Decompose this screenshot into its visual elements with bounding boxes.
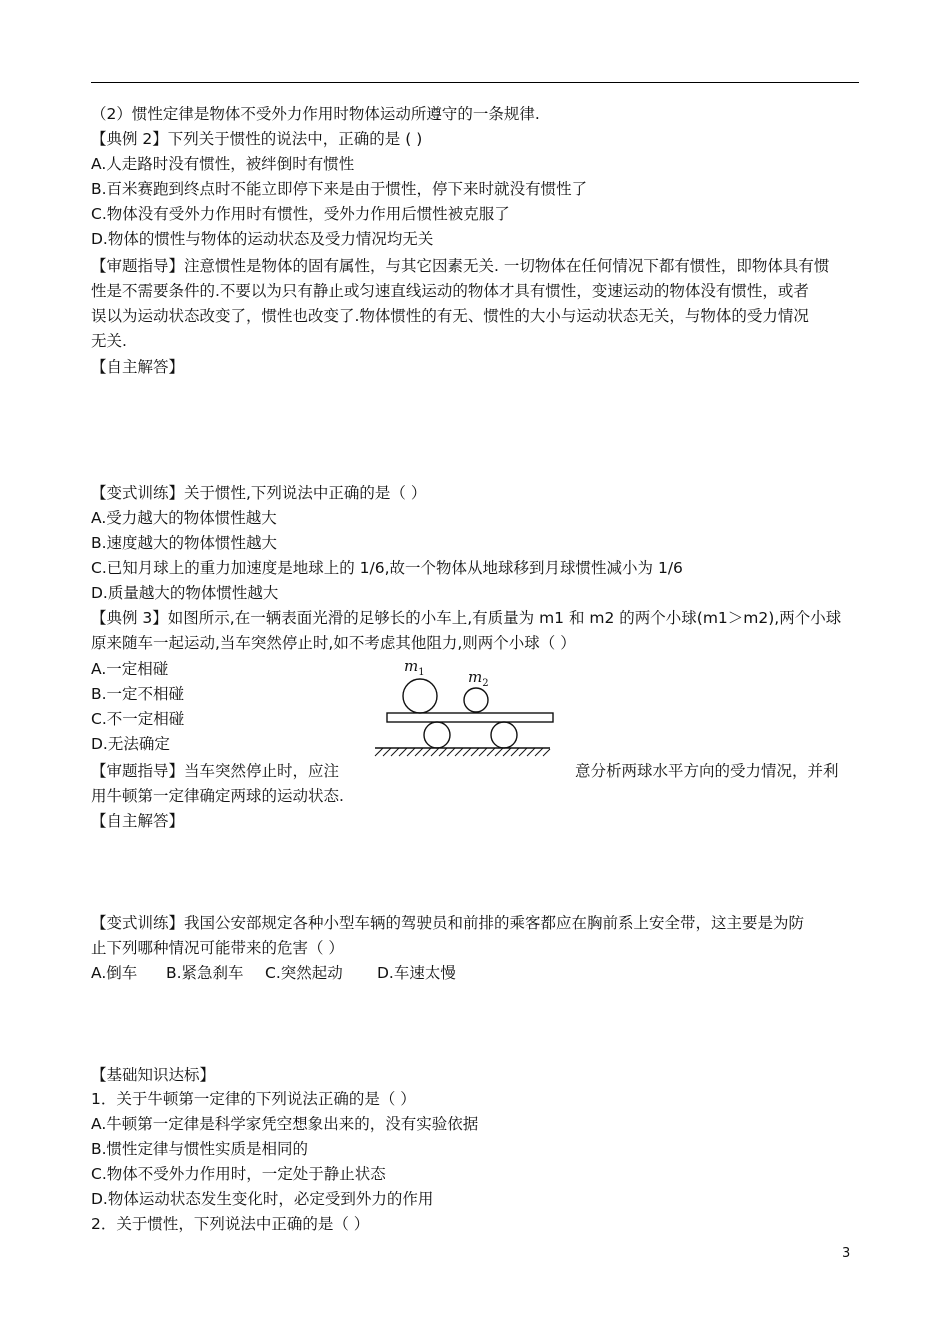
example-2-question: 【典例 2】下列关于惯性的说法中，正确的是 ( ) (91, 130, 423, 148)
ball-m1 (403, 679, 437, 713)
guidance-line: 性是不需要条件的.不要以为只有静止或匀速直线运动的物体才具有惯性，变速运动的物体没有惯性，或者 (91, 282, 809, 300)
example-3-question: 原来随车一起运动,当车突然停止时,如不考虑其他阻力,则两个小球（ ） (91, 634, 576, 652)
option-d: D.无法确定 (91, 735, 170, 753)
question-2: 2．关于惯性，下列说法中正确的是（ ） (91, 1215, 370, 1233)
option-b: B.速度越大的物体惯性越大 (91, 534, 278, 552)
guidance-line: 【审题指导】当车突然停止时，应注 (91, 762, 340, 780)
option-a: A.牛顿第一定律是科学家凭空想象出来的，没有实验依据 (91, 1115, 479, 1133)
option-a: A.倒车 (91, 964, 138, 982)
self-answer-heading: 【自主解答】 (91, 358, 185, 376)
self-answer-heading: 【自主解答】 (91, 812, 185, 830)
option-d: D.质量越大的物体惯性越大 (91, 584, 279, 602)
option-c: C.物体不受外力作用时，一定处于静止状态 (91, 1165, 386, 1183)
guidance-line: 意分析两球水平方向的受力情况，并利 (575, 762, 839, 780)
option-c: C.不一定相碰 (91, 710, 185, 728)
ball-m2 (464, 688, 488, 712)
question-1: 1．关于牛顿第一定律的下列说法正确的是（ ） (91, 1090, 416, 1108)
example-3-question: 【典例 3】如图所示,在一辆表面光滑的足够长的小车上,有质量为 m1 和 m2 的两个小球(m1＞m2),两个小球 (91, 609, 842, 627)
option-d: D.物体运动状态发生变化时，必定受到外力的作用 (91, 1190, 434, 1208)
section-heading: 【基础知识达标】 (91, 1066, 216, 1084)
option-b: B.紧急刹车 (166, 964, 244, 982)
option-b: B.惯性定律与惯性实质是相同的 (91, 1140, 309, 1158)
guidance-line: 用牛顿第一定律确定两球的运动状态. (91, 787, 344, 805)
option-a: A.受力越大的物体惯性越大 (91, 509, 277, 527)
variant-training-question: 止下列哪种情况可能带来的危害（ ） (91, 939, 344, 957)
ground-hatching (375, 748, 550, 756)
option-b: B.一定不相碰 (91, 685, 185, 703)
option-c: C.已知月球上的重力加速度是地球上的 1/6,故一个物体从地球移到月球惯性减小为 1/6 (91, 559, 683, 577)
guidance-line: 无关. (91, 332, 127, 350)
m2-label: $m_2$ (468, 668, 489, 689)
option-c: C.突然起动 (265, 964, 343, 982)
option-d: D.物体的惯性与物体的运动状态及受力情况均无关 (91, 230, 434, 248)
guidance-line: 【审题指导】注意惯性是物体的固有属性，与其它因素无关. 一切物体在任何情况下都有惯性，即物体具有惯 (91, 257, 830, 275)
variant-training-question: 【变式训练】关于惯性,下列说法中正确的是（ ） (91, 484, 427, 502)
option-c: C.物体没有受外力作用时有惯性，受外力作用后惯性被克服了 (91, 205, 510, 223)
cart-wheel-left (424, 722, 450, 748)
page-number: 3 (842, 1246, 851, 1261)
options-row (91, 961, 861, 985)
text-line: （2）惯性定律是物体不受外力作用时物体运动所遵守的一条规律. (91, 105, 540, 123)
option-d: D.车速太慢 (377, 964, 456, 982)
option-a: A.一定相碰 (91, 660, 169, 678)
cart-wheel-right (491, 722, 517, 748)
cart-board (387, 713, 553, 722)
m1-label: $m_1$ (404, 657, 425, 678)
option-a: A.人走路时没有惯性，被绊倒时有惯性 (91, 155, 355, 173)
variant-training-question: 【变式训练】我国公安部规定各种小型车辆的驾驶员和前排的乘客都应在胸前系上安全带，这主要是为防 (91, 914, 805, 932)
header-rule (91, 82, 859, 83)
cart-balls-figure (372, 655, 557, 760)
option-b: B.百米赛跑到终点时不能立即停下来是由于惯性，停下来时就没有惯性了 (91, 180, 588, 198)
guidance-line: 误以为运动状态改变了，惯性也改变了.物体惯性的有无、惯性的大小与运动状态无关，与物体的受力情况 (91, 307, 809, 325)
